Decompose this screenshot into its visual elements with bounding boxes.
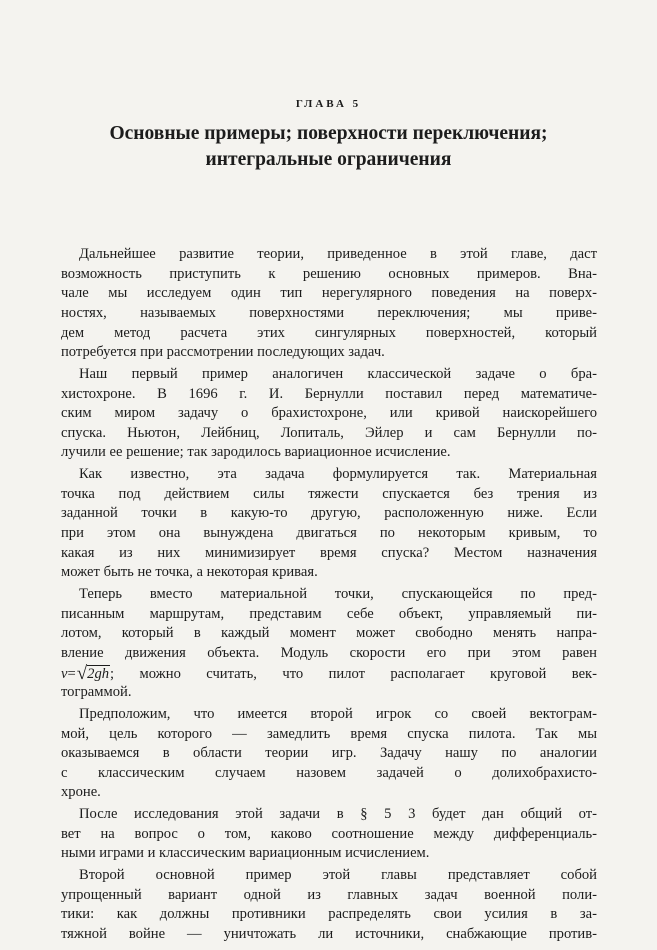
text-line: потребуется при рассмотрении последующих задач.: [61, 344, 385, 360]
text-line: Предположим, что имеется второй игрок со своей вектограм-: [79, 706, 597, 722]
text-line: при этом она вынуждена двигаться по некоторым кривым, то: [61, 525, 597, 541]
text-line: писанным маршрутам, представим себе объект, управляемый пи-: [61, 606, 597, 622]
chapter-title-line: Основные примеры; поверхности переключения;: [109, 123, 548, 144]
text-line: с классическим случаем назовем задачей о долихобрахисто-: [61, 765, 597, 781]
text-line: оказываемся в области теории игр. Задачу нашу по аналогии: [61, 745, 597, 761]
text-line: какая из них минимизирует время спуска? Местом назначения: [61, 545, 597, 561]
text-line: точка под действием силы тяжести спускается без трения из: [61, 486, 597, 502]
text-line: Как известно, эта задача формулируется так. Материальная: [79, 466, 597, 482]
text-line: вет на вопрос о том, каково соотношение между дифференциаль-: [61, 826, 597, 842]
text-line: тики: как должны противники распределять свои усилия в за-: [61, 906, 597, 922]
text-line: упрощенный вариант одной из главных задач военной поли-: [61, 887, 597, 903]
text-line: заданной точки в какую-то другую, расположенную ниже. Если: [61, 505, 597, 521]
formula-line: [61, 664, 597, 683]
text-line: спуска. Ньютон, Лейбниц, Лопиталь, Эйлер и сам Бернулли по-: [61, 425, 597, 441]
text-line: тяжной войне — уничтожать ли источники, снабжающие против-: [61, 926, 597, 942]
text-line: лотом, который в каждый момент может свободно менять напра-: [61, 625, 597, 641]
formula-radicand: 2gh: [87, 666, 110, 682]
text-line: может быть не точка, а некоторая кривая.: [61, 564, 318, 580]
velocity-formula: [61, 663, 110, 684]
chapter-label: ГЛАВА 5: [295, 98, 362, 110]
chapter-title: [0, 121, 657, 173]
chapter-title-line: интегральные ограничения: [205, 149, 452, 170]
text-line: Второй основной пример этой главы представляет собой: [79, 867, 597, 883]
text-line: ностях, называемых поверхностями переключения; мы приве-: [61, 305, 597, 321]
text-line: ными играми и классическим вариационным исчислением.: [61, 845, 430, 861]
text-line: тограммой.: [61, 684, 132, 700]
text-line: Теперь вместо материальной точки, спускающейся по пред-: [79, 586, 597, 602]
text-line: дем метод расчета этих сингулярных поверхностей, который: [61, 325, 597, 341]
text-line: лучили ее решение; так зародилось вариационное исчисление.: [61, 444, 451, 460]
text-line: чале мы исследуем один тип нерегулярного поведения на поверх-: [61, 285, 597, 301]
text-line: возможность приступить к решению основных примеров. Вна-: [61, 266, 597, 282]
text-line: ским миром задачу о брахистохроне, или кривой наискорейшего: [61, 405, 597, 421]
text-line: хроне.: [61, 784, 101, 800]
text-line: хистохроне. В 1696 г. И. Бернулли поставил перед математиче-: [61, 386, 597, 402]
text-line: Наш первый пример аналогичен классической задаче о бра-: [79, 366, 597, 382]
text-line: После исследования этой задачи в § 5 3 будет дан общий от-: [79, 806, 597, 822]
formula-variable: v: [61, 666, 68, 682]
formula-equals: =: [67, 666, 76, 682]
text-line: Дальнейшее развитие теории, приведенное в этой главе, даст: [79, 246, 597, 262]
formula-line-text: ; можно считать, что пилот располагает круговой век-: [110, 666, 597, 682]
text-line: мой, цель которого — замедлить время спуска пилота. Так мы: [61, 726, 597, 742]
text-line: вление движения объекта. Модуль скорости его при этом равен: [61, 645, 597, 661]
formula-radical-sign: √: [76, 663, 88, 684]
